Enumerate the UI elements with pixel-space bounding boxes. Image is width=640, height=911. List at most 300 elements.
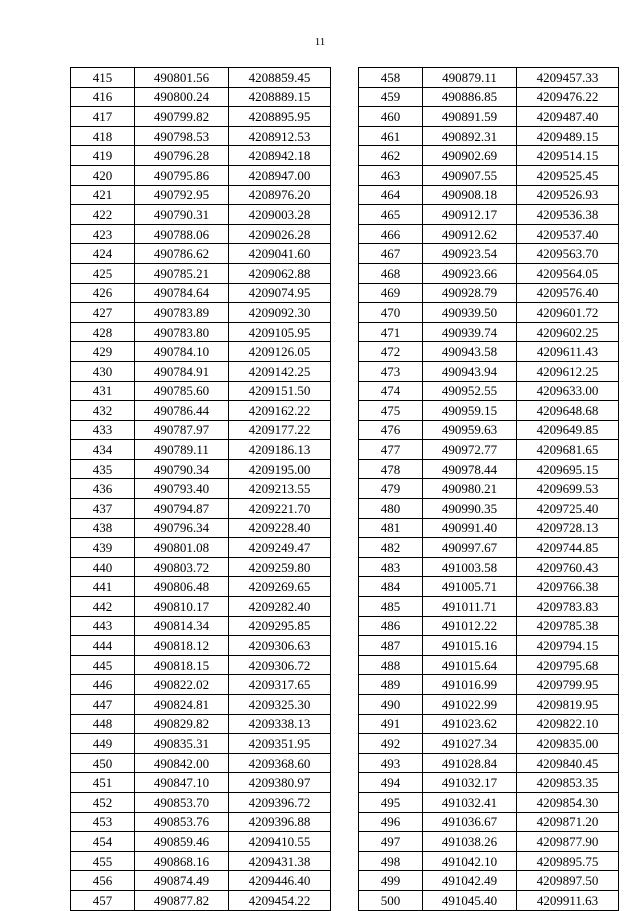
point-number-cell: 473 [359,361,423,381]
x-coordinate-cell: 490980.21 [423,479,517,499]
table-row [359,459,619,479]
x-coordinate-cell: 490822.02 [135,675,229,695]
y-coordinate-cell: 4209766.38 [517,577,619,597]
point-number-cell: 472 [359,342,423,362]
table-row [71,420,331,440]
x-coordinate-cell: 490793.40 [135,479,229,499]
table-row [71,636,331,656]
x-coordinate-cell: 490991.40 [423,518,517,538]
table-row [71,107,331,127]
table-row [71,557,331,577]
y-coordinate-cell: 4209062.88 [229,263,331,283]
x-coordinate-cell: 491015.16 [423,636,517,656]
table-row [71,518,331,538]
point-number-cell: 456 [71,871,135,891]
table-row [359,126,619,146]
table-row [71,655,331,675]
x-coordinate-cell: 491003.58 [423,557,517,577]
table-row [71,224,331,244]
point-number-cell: 462 [359,146,423,166]
y-coordinate-cell: 4209612.25 [517,361,619,381]
y-coordinate-cell: 4209760.43 [517,557,619,577]
table-row [71,616,331,636]
table-row [71,538,331,558]
table-row [359,616,619,636]
table-row [359,714,619,734]
point-number-cell: 492 [359,734,423,754]
point-number-cell: 495 [359,792,423,812]
y-coordinate-cell: 4209317.65 [229,675,331,695]
point-number-cell: 428 [71,322,135,342]
table-row [359,185,619,205]
table-row [71,244,331,264]
point-number-cell: 424 [71,244,135,264]
x-coordinate-cell: 490879.11 [423,68,517,88]
point-number-cell: 429 [71,342,135,362]
x-coordinate-cell: 490912.62 [423,224,517,244]
table-row [359,361,619,381]
table-row [71,68,331,88]
y-coordinate-cell: 4208895.95 [229,107,331,127]
table-row [71,753,331,773]
table-row [359,283,619,303]
point-number-cell: 460 [359,107,423,127]
y-coordinate-cell: 4208889.15 [229,87,331,107]
y-coordinate-cell: 4209431.38 [229,851,331,871]
table-row [71,440,331,460]
y-coordinate-cell: 4209092.30 [229,303,331,323]
y-coordinate-cell: 4209213.55 [229,479,331,499]
x-coordinate-cell: 490785.21 [135,263,229,283]
table-row [359,518,619,538]
point-number-cell: 450 [71,753,135,773]
point-number-cell: 490 [359,695,423,715]
y-coordinate-cell: 4209633.00 [517,381,619,401]
x-coordinate-cell: 490818.12 [135,636,229,656]
x-coordinate-cell: 490847.10 [135,773,229,793]
table-row [71,459,331,479]
table-row [71,714,331,734]
y-coordinate-cell: 4209142.25 [229,361,331,381]
y-coordinate-cell: 4209476.22 [517,87,619,107]
x-coordinate-cell: 490829.82 [135,714,229,734]
y-coordinate-cell: 4209728.13 [517,518,619,538]
table-row [71,577,331,597]
x-coordinate-cell: 491042.49 [423,871,517,891]
x-coordinate-cell: 490874.49 [135,871,229,891]
table-row [71,695,331,715]
y-coordinate-cell: 4209564.05 [517,263,619,283]
table-row [71,185,331,205]
table-row [71,401,331,421]
x-coordinate-cell: 491022.99 [423,695,517,715]
table-row [71,87,331,107]
x-coordinate-cell: 490902.69 [423,146,517,166]
point-number-cell: 415 [71,68,135,88]
page-number: 11 [314,36,326,48]
x-coordinate-cell: 490908.18 [423,185,517,205]
y-coordinate-cell: 4209221.70 [229,499,331,519]
point-number-cell: 417 [71,107,135,127]
point-number-cell: 488 [359,655,423,675]
y-coordinate-cell: 4209877.90 [517,832,619,852]
point-number-cell: 465 [359,205,423,225]
point-number-cell: 468 [359,263,423,283]
point-number-cell: 464 [359,185,423,205]
x-coordinate-cell: 490795.86 [135,165,229,185]
point-number-cell: 461 [359,126,423,146]
table-row [71,361,331,381]
y-coordinate-cell: 4209295.85 [229,616,331,636]
point-number-cell: 418 [71,126,135,146]
x-coordinate-cell: 491038.26 [423,832,517,852]
table-row [71,792,331,812]
table-row [71,734,331,754]
table-row [359,538,619,558]
point-number-cell: 433 [71,420,135,440]
point-number-cell: 425 [71,263,135,283]
x-coordinate-cell: 491042.10 [423,851,517,871]
point-number-cell: 451 [71,773,135,793]
point-number-cell: 477 [359,440,423,460]
table-row [359,146,619,166]
x-coordinate-cell: 490943.58 [423,342,517,362]
x-coordinate-cell: 490784.91 [135,361,229,381]
point-number-cell: 426 [71,283,135,303]
y-coordinate-cell: 4209003.28 [229,205,331,225]
table-row [359,832,619,852]
point-number-cell: 455 [71,851,135,871]
table-row [71,263,331,283]
point-number-cell: 467 [359,244,423,264]
point-number-cell: 483 [359,557,423,577]
point-number-cell: 474 [359,381,423,401]
y-coordinate-cell: 4209454.22 [229,890,331,910]
point-number-cell: 480 [359,499,423,519]
x-coordinate-cell: 490787.97 [135,420,229,440]
y-coordinate-cell: 4209396.72 [229,792,331,812]
x-coordinate-cell: 490784.10 [135,342,229,362]
x-coordinate-cell: 490923.66 [423,263,517,283]
point-number-cell: 435 [71,459,135,479]
y-coordinate-cell: 4209514.15 [517,146,619,166]
y-coordinate-cell: 4209648.68 [517,401,619,421]
x-coordinate-cell: 490792.95 [135,185,229,205]
x-coordinate-cell: 490788.06 [135,224,229,244]
x-coordinate-cell: 491011.71 [423,597,517,617]
point-number-cell: 420 [71,165,135,185]
x-coordinate-cell: 490785.60 [135,381,229,401]
y-coordinate-cell: 4209911.63 [517,890,619,910]
x-coordinate-cell: 491032.17 [423,773,517,793]
table-row [71,773,331,793]
point-number-cell: 499 [359,871,423,891]
table-row [359,890,619,910]
table-row [359,165,619,185]
y-coordinate-cell: 4208912.53 [229,126,331,146]
table-row [359,205,619,225]
y-coordinate-cell: 4209897.50 [517,871,619,891]
y-coordinate-cell: 4209410.55 [229,832,331,852]
y-coordinate-cell: 4209489.15 [517,126,619,146]
y-coordinate-cell: 4209525.45 [517,165,619,185]
x-coordinate-cell: 491023.62 [423,714,517,734]
point-number-cell: 445 [71,655,135,675]
table-row [359,322,619,342]
y-coordinate-cell: 4209725.40 [517,499,619,519]
table-row [359,812,619,832]
x-coordinate-cell: 490784.64 [135,283,229,303]
point-number-cell: 471 [359,322,423,342]
y-coordinate-cell: 4209105.95 [229,322,331,342]
y-coordinate-cell: 4209041.60 [229,244,331,264]
x-coordinate-cell: 491005.71 [423,577,517,597]
y-coordinate-cell: 4209871.20 [517,812,619,832]
table-row [359,557,619,577]
point-number-cell: 491 [359,714,423,734]
x-coordinate-cell: 490786.62 [135,244,229,264]
point-number-cell: 437 [71,499,135,519]
point-number-cell: 431 [71,381,135,401]
table-body-right [359,68,619,911]
table-row [359,636,619,656]
x-coordinate-cell: 490794.87 [135,499,229,519]
y-coordinate-cell: 4209835.00 [517,734,619,754]
point-number-cell: 432 [71,401,135,421]
point-number-cell: 421 [71,185,135,205]
point-number-cell: 476 [359,420,423,440]
point-number-cell: 459 [359,87,423,107]
table-row [359,577,619,597]
y-coordinate-cell: 4209177.22 [229,420,331,440]
x-coordinate-cell: 490886.85 [423,87,517,107]
y-coordinate-cell: 4209457.33 [517,68,619,88]
y-coordinate-cell: 4208942.18 [229,146,331,166]
x-coordinate-cell: 490939.50 [423,303,517,323]
x-coordinate-cell: 490790.31 [135,205,229,225]
point-number-cell: 466 [359,224,423,244]
table-row [359,597,619,617]
point-number-cell: 484 [359,577,423,597]
y-coordinate-cell: 4209681.65 [517,440,619,460]
table-row [359,753,619,773]
table-row [359,675,619,695]
x-coordinate-cell: 490783.89 [135,303,229,323]
y-coordinate-cell: 4209526.93 [517,185,619,205]
x-coordinate-cell: 490818.15 [135,655,229,675]
table-row [359,734,619,754]
y-coordinate-cell: 4208976.20 [229,185,331,205]
point-number-cell: 493 [359,753,423,773]
x-coordinate-cell: 490806.48 [135,577,229,597]
table-row [71,871,331,891]
point-number-cell: 438 [71,518,135,538]
x-coordinate-cell: 490814.34 [135,616,229,636]
table-row [71,832,331,852]
x-coordinate-cell: 490943.94 [423,361,517,381]
table-row [359,224,619,244]
x-coordinate-cell: 490800.24 [135,87,229,107]
table-body-left [71,68,331,911]
x-coordinate-cell: 490859.46 [135,832,229,852]
table-row [71,479,331,499]
y-coordinate-cell: 4209380.97 [229,773,331,793]
x-coordinate-cell: 490799.82 [135,107,229,127]
x-coordinate-cell: 490939.74 [423,322,517,342]
y-coordinate-cell: 4209026.28 [229,224,331,244]
y-coordinate-cell: 4209699.53 [517,479,619,499]
y-coordinate-cell: 4209228.40 [229,518,331,538]
table-row [71,283,331,303]
table-row [71,675,331,695]
table-row [359,792,619,812]
x-coordinate-cell: 490853.70 [135,792,229,812]
y-coordinate-cell: 4209819.95 [517,695,619,715]
point-number-cell: 470 [359,303,423,323]
table-row [359,440,619,460]
x-coordinate-cell: 491012.22 [423,616,517,636]
y-coordinate-cell: 4209351.95 [229,734,331,754]
x-coordinate-cell: 490810.17 [135,597,229,617]
table-row [359,871,619,891]
x-coordinate-cell: 490907.55 [423,165,517,185]
y-coordinate-cell: 4209795.68 [517,655,619,675]
point-number-cell: 453 [71,812,135,832]
point-number-cell: 454 [71,832,135,852]
point-number-cell: 423 [71,224,135,244]
y-coordinate-cell: 4209783.83 [517,597,619,617]
table-row [359,107,619,127]
x-coordinate-cell: 490803.72 [135,557,229,577]
table-row [359,499,619,519]
y-coordinate-cell: 4209186.13 [229,440,331,460]
table-row [71,205,331,225]
table-row [359,87,619,107]
table-row [71,126,331,146]
x-coordinate-cell: 490997.67 [423,538,517,558]
x-coordinate-cell: 490790.34 [135,459,229,479]
x-coordinate-cell: 490798.53 [135,126,229,146]
point-number-cell: 457 [71,890,135,910]
y-coordinate-cell: 4209151.50 [229,381,331,401]
point-number-cell: 440 [71,557,135,577]
point-number-cell: 487 [359,636,423,656]
point-number-cell: 448 [71,714,135,734]
x-coordinate-cell: 490801.56 [135,68,229,88]
x-coordinate-cell: 490972.77 [423,440,517,460]
x-coordinate-cell: 490786.44 [135,401,229,421]
y-coordinate-cell: 4209576.40 [517,283,619,303]
y-coordinate-cell: 4209744.85 [517,538,619,558]
table-row [359,401,619,421]
y-coordinate-cell: 4209487.40 [517,107,619,127]
point-number-cell: 494 [359,773,423,793]
y-coordinate-cell: 4209536.38 [517,205,619,225]
point-number-cell: 463 [359,165,423,185]
y-coordinate-cell: 4208859.45 [229,68,331,88]
table-row [71,499,331,519]
point-number-cell: 479 [359,479,423,499]
point-number-cell: 430 [71,361,135,381]
point-number-cell: 485 [359,597,423,617]
point-number-cell: 486 [359,616,423,636]
y-coordinate-cell: 4209537.40 [517,224,619,244]
x-coordinate-cell: 490978.44 [423,459,517,479]
y-coordinate-cell: 4209368.60 [229,753,331,773]
point-number-cell: 478 [359,459,423,479]
x-coordinate-cell: 490928.79 [423,283,517,303]
table-row [359,342,619,362]
y-coordinate-cell: 4209282.40 [229,597,331,617]
point-number-cell: 446 [71,675,135,695]
y-coordinate-cell: 4209785.38 [517,616,619,636]
table-row [71,812,331,832]
table-row [359,773,619,793]
table-row [71,322,331,342]
y-coordinate-cell: 4209840.45 [517,753,619,773]
point-number-cell: 482 [359,538,423,558]
y-coordinate-cell: 4209162.22 [229,401,331,421]
y-coordinate-cell: 4209794.15 [517,636,619,656]
point-number-cell: 436 [71,479,135,499]
y-coordinate-cell: 4209822.10 [517,714,619,734]
point-number-cell: 439 [71,538,135,558]
point-number-cell: 434 [71,440,135,460]
x-coordinate-cell: 490868.16 [135,851,229,871]
y-coordinate-cell: 4209602.25 [517,322,619,342]
y-coordinate-cell: 4209611.43 [517,342,619,362]
table-row [359,479,619,499]
x-coordinate-cell: 490877.82 [135,890,229,910]
y-coordinate-cell: 4209325.30 [229,695,331,715]
point-number-cell: 449 [71,734,135,754]
x-coordinate-cell: 490892.31 [423,126,517,146]
table-row [71,890,331,910]
y-coordinate-cell: 4209446.40 [229,871,331,891]
table-row [71,342,331,362]
table-row [359,303,619,323]
y-coordinate-cell: 4209601.72 [517,303,619,323]
point-number-cell: 422 [71,205,135,225]
x-coordinate-cell: 490842.00 [135,753,229,773]
point-number-cell: 442 [71,597,135,617]
point-number-cell: 427 [71,303,135,323]
x-coordinate-cell: 490990.35 [423,499,517,519]
point-number-cell: 469 [359,283,423,303]
point-number-cell: 500 [359,890,423,910]
table-row [359,420,619,440]
table-row [359,381,619,401]
y-coordinate-cell: 4209853.35 [517,773,619,793]
x-coordinate-cell: 490959.15 [423,401,517,421]
y-coordinate-cell: 4209074.95 [229,283,331,303]
x-coordinate-cell: 491036.67 [423,812,517,832]
table-row [71,851,331,871]
x-coordinate-cell: 490923.54 [423,244,517,264]
y-coordinate-cell: 4209259.80 [229,557,331,577]
table-row [359,263,619,283]
y-coordinate-cell: 4209799.95 [517,675,619,695]
y-coordinate-cell: 4209269.65 [229,577,331,597]
point-number-cell: 416 [71,87,135,107]
x-coordinate-cell: 491015.64 [423,655,517,675]
point-number-cell: 475 [359,401,423,421]
y-coordinate-cell: 4209126.05 [229,342,331,362]
y-coordinate-cell: 4209649.85 [517,420,619,440]
table-row [71,303,331,323]
point-number-cell: 458 [359,68,423,88]
x-coordinate-cell: 490796.28 [135,146,229,166]
